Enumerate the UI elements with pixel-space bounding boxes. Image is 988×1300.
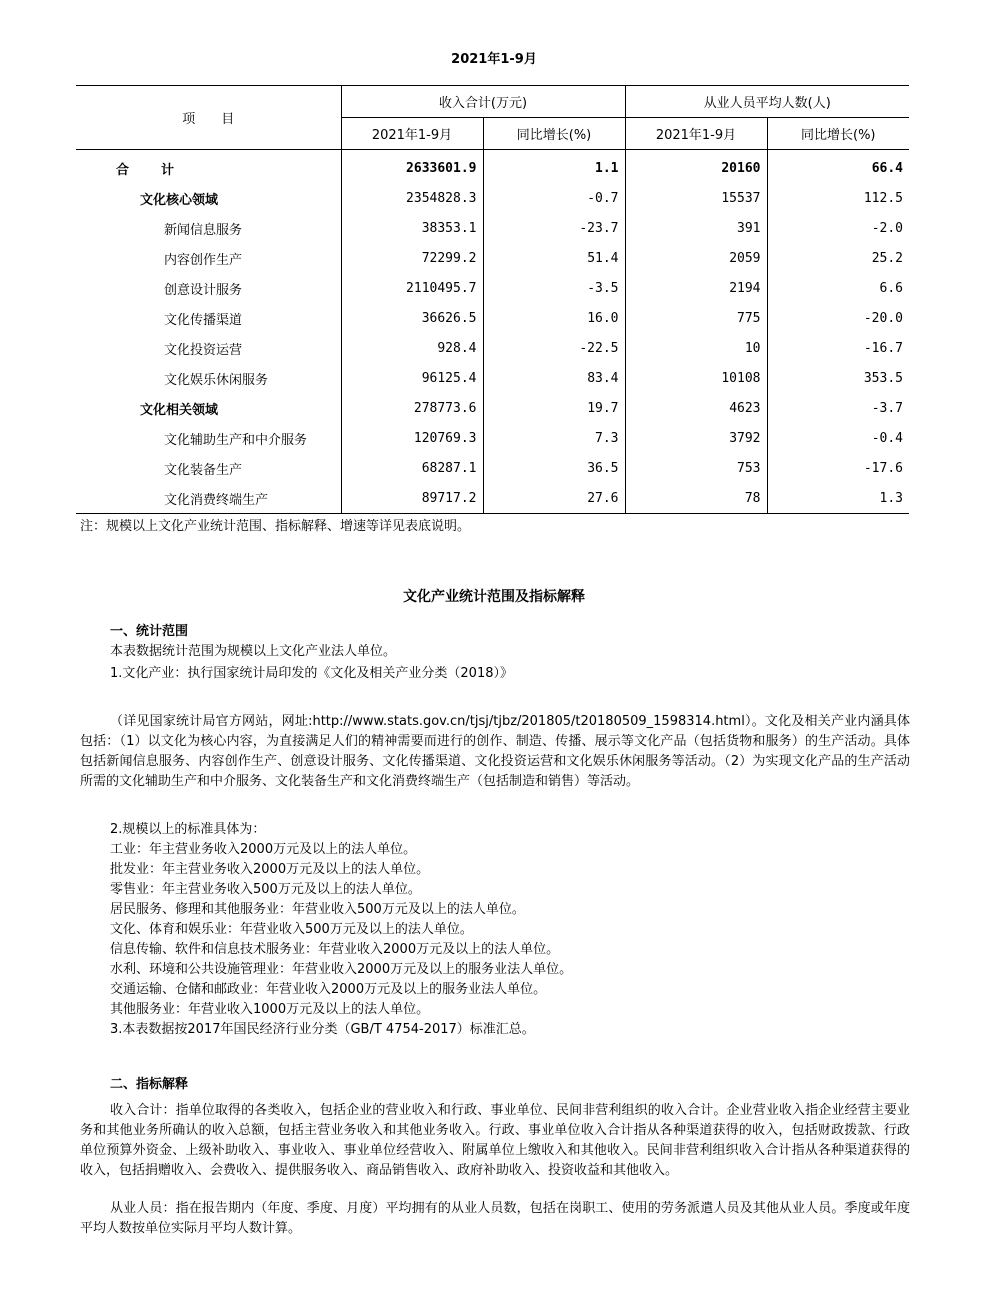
item-header: 项 目 xyxy=(76,86,341,150)
section-indicators xyxy=(80,1075,910,1239)
explanation-title: 文化产业统计范围及指标解释 xyxy=(403,589,585,605)
staff-growth-cell: 25.2 xyxy=(767,243,909,273)
table-row xyxy=(76,423,909,453)
table-row xyxy=(76,393,909,423)
staff-cell: 10 xyxy=(625,333,767,363)
staff-cell: 10108 xyxy=(625,363,767,393)
statistics-table xyxy=(76,85,909,514)
row-label: 文化消费终端生产 xyxy=(76,483,341,514)
staff-period-header: 2021年1-9月 xyxy=(625,118,767,150)
row-label: 文化传播渠道 xyxy=(164,312,243,328)
staff-cell: 4623 xyxy=(625,393,767,423)
revenue-growth-cell: 51.4 xyxy=(483,243,625,273)
section-heading: 二、指标解释 xyxy=(110,1077,189,1092)
staff-cell: 15537 xyxy=(625,183,767,213)
revenue-cell: 928.4 xyxy=(341,333,483,363)
row-label: 合 计 xyxy=(76,150,341,184)
staff-definition: 从业人员：指在报告期内（年度、季度、月度）平均拥有的从业人员数，包括在岗职工、使用的劳务派遣人员及其他从业人员。季度或年度平均人数按单位实际月平均人数计算。 xyxy=(80,1201,910,1236)
revenue-definition: 收入合计：指单位取得的各类收入，包括企业的营业收入和行政、事业单位、民间非营利组织的收入合计。企业营业收入指企业经营主要业务和其他业务所确认的收入总额，包括主营业务收入和其他业务收入。行政、事业单位收入合计指从各种渠道获得的收入，包括财政拨款、行政单位预算外资金、上级补助收入、事业收入、事业单位经营收入、附属单位上缴收入和其他收入。民间非营利组织收入合计指从各种渠道获得的收入，包括捐赠收入、会费收入、提供服务收入、商品销售收入、政府补助收入、投资收益和其他收入。 xyxy=(80,1103,910,1178)
revenue-period-header: 2021年1-9月 xyxy=(341,118,483,150)
table-row xyxy=(76,363,909,393)
staff-growth-cell: 6.6 xyxy=(767,273,909,303)
staff-group-header: 从业人员平均人数(人) xyxy=(625,86,909,118)
staff-cell: 753 xyxy=(625,453,767,483)
table-row xyxy=(76,150,909,184)
revenue-cell: 72299.2 xyxy=(341,243,483,273)
standard-line: 批发业：年主营业务收入2000万元及以上的法人单位。 xyxy=(110,862,430,877)
section-scope xyxy=(80,622,910,684)
table-row xyxy=(76,453,909,483)
standard-line: 信息传输、软件和信息技术服务业：年营业收入2000万元及以上的法人单位。 xyxy=(110,942,560,957)
scope-item-2: 2.规模以上的标准具体为： xyxy=(110,822,266,837)
row-label: 文化投资运营 xyxy=(164,342,243,358)
revenue-growth-header: 同比增长(%) xyxy=(483,118,625,150)
row-label: 创意设计服务 xyxy=(164,282,243,298)
table-row xyxy=(76,333,909,363)
staff-growth-header: 同比增长(%) xyxy=(767,118,909,150)
revenue-growth-cell: -3.5 xyxy=(483,273,625,303)
table-note: 注：规模以上文化产业统计范围、指标解释、增速等详见表底说明。 xyxy=(80,519,471,534)
table-row xyxy=(76,483,909,514)
staff-growth-cell: -20.0 xyxy=(767,303,909,333)
revenue-cell: 89717.2 xyxy=(341,483,483,514)
row-label: 文化娱乐休闲服务 xyxy=(164,372,269,388)
row-label: 内容创作生产 xyxy=(164,252,243,268)
row-label: 文化辅助生产和中介服务 xyxy=(164,432,308,448)
standard-line: 工业：年主营业务收入2000万元及以上的法人单位。 xyxy=(110,842,417,857)
scope-item-3: 3.本表数据按2017年国民经济行业分类（GB/T 4754-2017）标准汇总。 xyxy=(110,1022,535,1037)
row-label: 新闻信息服务 xyxy=(164,222,243,238)
revenue-growth-cell: -22.5 xyxy=(483,333,625,363)
revenue-cell: 120769.3 xyxy=(341,423,483,453)
staff-growth-cell: 112.5 xyxy=(767,183,909,213)
revenue-cell: 68287.1 xyxy=(341,453,483,483)
revenue-cell: 2110495.7 xyxy=(341,273,483,303)
staff-growth-cell: -3.7 xyxy=(767,393,909,423)
row-label: 文化核心领域 xyxy=(140,192,219,208)
revenue-growth-cell: 83.4 xyxy=(483,363,625,393)
scope-intro: 本表数据统计范围为规模以上文化产业法人单位。 xyxy=(110,644,397,659)
standard-line: 其他服务业：年营业收入1000万元及以上的法人单位。 xyxy=(110,1002,430,1017)
staff-cell: 78 xyxy=(625,483,767,514)
staff-growth-cell: 66.4 xyxy=(767,150,909,184)
revenue-growth-cell: -23.7 xyxy=(483,213,625,243)
standard-line: 文化、体育和娱乐业：年营业收入500万元及以上的法人单位。 xyxy=(110,922,473,937)
revenue-growth-cell: 16.0 xyxy=(483,303,625,333)
revenue-growth-cell: 1.1 xyxy=(483,150,625,184)
revenue-growth-cell: -0.7 xyxy=(483,183,625,213)
staff-growth-cell: 1.3 xyxy=(767,483,909,514)
revenue-growth-cell: 19.7 xyxy=(483,393,625,423)
scope-item-1-detail-block xyxy=(80,712,910,792)
staff-growth-cell: -17.6 xyxy=(767,453,909,483)
staff-growth-cell: -16.7 xyxy=(767,333,909,363)
staff-cell: 2194 xyxy=(625,273,767,303)
table-row xyxy=(76,303,909,333)
standard-line: 交通运输、仓储和邮政业：年营业收入2000万元及以上的服务业法人单位。 xyxy=(110,982,547,997)
scope-item-2-block xyxy=(80,820,910,1040)
revenue-cell: 278773.6 xyxy=(341,393,483,423)
staff-cell: 775 xyxy=(625,303,767,333)
row-label: 文化装备生产 xyxy=(164,462,243,478)
revenue-cell: 2633601.9 xyxy=(341,150,483,184)
row-label: 文化相关领域 xyxy=(140,402,219,418)
revenue-cell: 36626.5 xyxy=(341,303,483,333)
staff-cell: 20160 xyxy=(625,150,767,184)
period-title: 2021年1-9月 xyxy=(451,52,537,67)
revenue-growth-cell: 36.5 xyxy=(483,453,625,483)
staff-cell: 391 xyxy=(625,213,767,243)
staff-cell: 3792 xyxy=(625,423,767,453)
revenue-growth-cell: 27.6 xyxy=(483,483,625,514)
staff-growth-cell: -0.4 xyxy=(767,423,909,453)
section-heading: 一、统计范围 xyxy=(110,624,189,639)
table-row xyxy=(76,183,909,213)
table-row xyxy=(76,213,909,243)
standard-line: 零售业：年主营业务收入500万元及以上的法人单位。 xyxy=(110,882,421,897)
standard-line: 水利、环境和公共设施管理业：年营业收入2000万元及以上的服务业法人单位。 xyxy=(110,962,573,977)
revenue-cell: 2354828.3 xyxy=(341,183,483,213)
scope-item-1-detail: （详见国家统计局官方网站，网址:http://www.stats.gov.cn/tjsj/tjbz/201805/t20180509_1598314.html）。文化及相关产业内涵具体包括：（1）以文化为核心内容，为直接满足人们的精神需要而进行的创作、制造、传播、展示等文化产品（包括货物和服务）的生产活动。具体包括新闻信息服务、内容创作生产、创意设计服务、文化传播渠道、文化投资运营和文化娱乐休闲服务等活动。（2）为实现文化产品的生产活动所需的文化辅助生产和中介服务、文化装备生产和文化消费终端生产（包括制造和销售）等活动。 xyxy=(80,714,910,789)
table-row xyxy=(76,243,909,273)
revenue-cell: 96125.4 xyxy=(341,363,483,393)
revenue-cell: 38353.1 xyxy=(341,213,483,243)
table-row xyxy=(76,273,909,303)
revenue-group-header: 收入合计(万元) xyxy=(341,86,625,118)
staff-growth-cell: -2.0 xyxy=(767,213,909,243)
staff-cell: 2059 xyxy=(625,243,767,273)
scope-item-1: 1.文化产业：执行国家统计局印发的《文化及相关产业分类（2018）》 xyxy=(110,666,513,681)
staff-growth-cell: 353.5 xyxy=(767,363,909,393)
revenue-growth-cell: 7.3 xyxy=(483,423,625,453)
standard-line: 居民服务、修理和其他服务业：年营业收入500万元及以上的法人单位。 xyxy=(110,902,525,917)
